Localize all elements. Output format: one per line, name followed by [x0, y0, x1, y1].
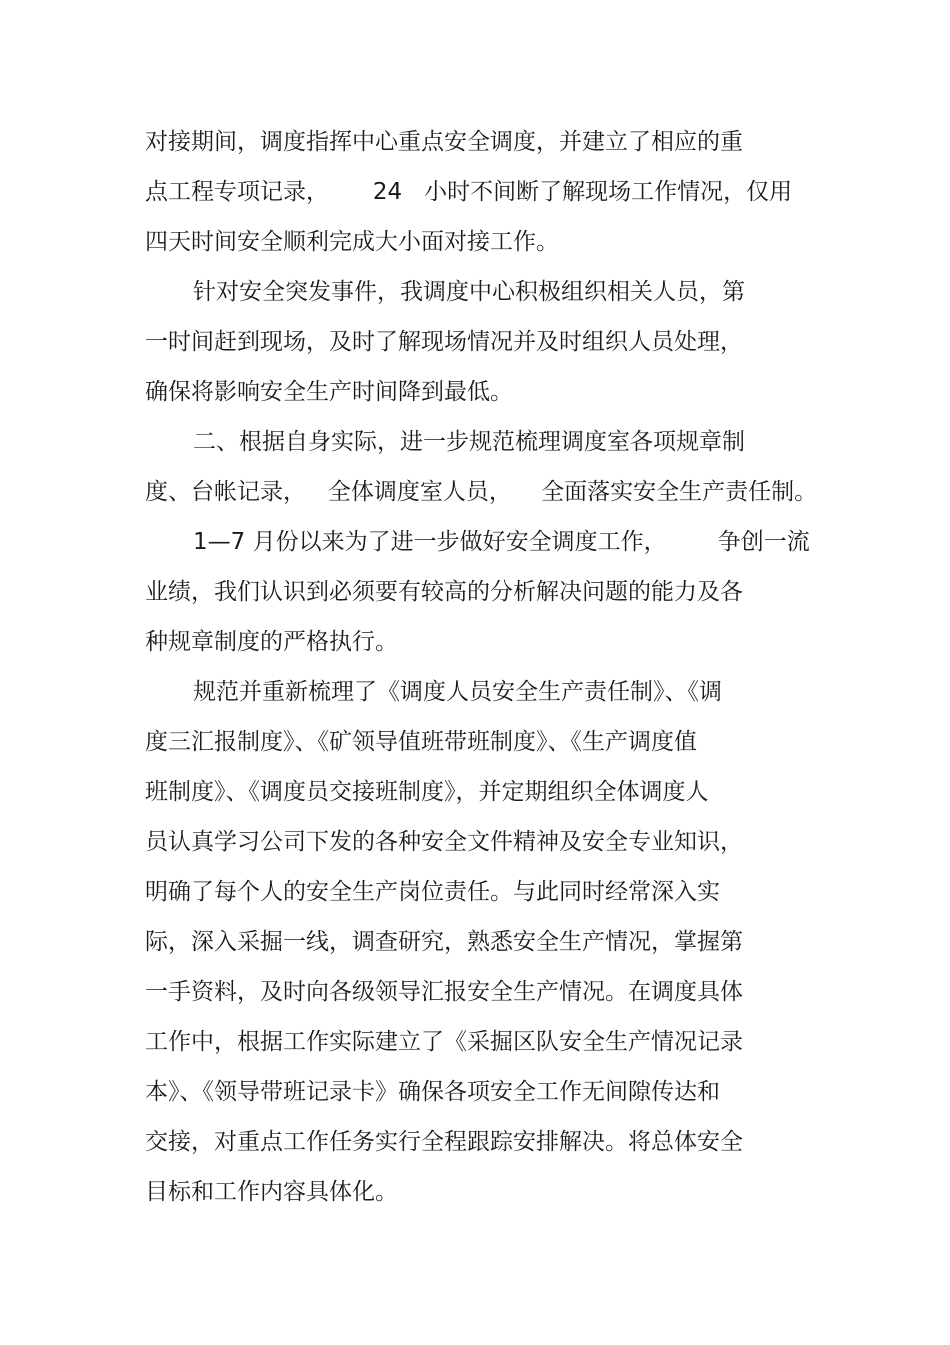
- text-line: 种规章制度的严格执行。: [145, 629, 398, 655]
- text-line: 1—7 月份以来为了进一步做好安全调度工作， 争创一流: [193, 529, 810, 555]
- text-line: 一手资料，及时向各级领导汇报安全生产情况。在调度具体: [145, 979, 743, 1005]
- text-line: 针对安全突发事件，我调度中心积极组织相关人员，第: [193, 279, 745, 305]
- text-line: 际，深入采掘一线，调查研究，熟悉安全生产情况，掌握第: [145, 929, 743, 955]
- text-line: 交接，对重点工作任务实行全程跟踪安排解决。将总体安全: [145, 1129, 743, 1155]
- text-line: 工作中，根据工作实际建立了《采掘区队安全生产情况记录: [145, 1029, 743, 1055]
- text-line: 规范并重新梳理了《调度人员安全生产责任制》、《调: [193, 679, 722, 705]
- text-line: 度三汇报制度》、《矿领导值班带班制度》、《生产调度值: [145, 729, 697, 755]
- text-line: 员认真学习公司下发的各种安全文件精神及安全专业知识，: [145, 829, 743, 855]
- text-line: 确保将影响安全生产时间降到最低。: [145, 379, 513, 405]
- text-line: 本》、《领导带班记录卡》确保各项安全工作无间隙传达和: [145, 1079, 720, 1105]
- text-line: 度、台帐记录， 全体调度室人员， 全面落实安全生产责任制。: [145, 479, 818, 505]
- text-line: 一时间赶到现场，及时了解现场情况并及时组织人员处理，: [145, 329, 743, 355]
- text-line: 明确了每个人的安全生产岗位责任。与此同时经常深入实: [145, 879, 720, 905]
- text-line: 对接期间，调度指挥中心重点安全调度，并建立了相应的重: [145, 129, 743, 155]
- text-line: 四天时间安全顺利完成大小面对接工作。: [145, 229, 559, 255]
- text-line: 二、根据自身实际，进一步规范梳理调度室各项规章制: [193, 429, 745, 455]
- text-line: 目标和工作内容具体化。: [145, 1179, 398, 1205]
- text-line: 班制度》、《调度员交接班制度》，并定期组织全体调度人: [145, 779, 709, 805]
- text-line: 点工程专项记录， 24 小时不间断了解现场工作情况，仅用: [145, 179, 793, 205]
- text-line: 业绩，我们认识到必须要有较高的分析解决问题的能力及各: [145, 579, 743, 605]
